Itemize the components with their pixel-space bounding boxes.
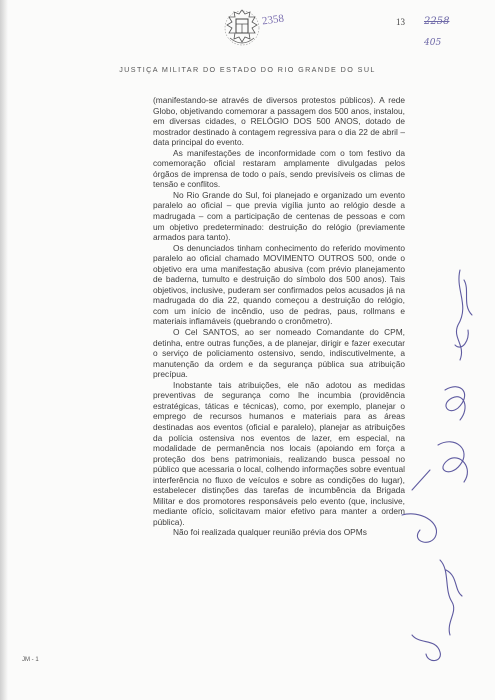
protocol-stamp-number: 2358 (261, 12, 285, 28)
paragraph: As manifestações de inconformidade com o tom festivo da comemoração oficial restaram amplamente divulgadas pelos órgãos de imprensa de todo o país, sendo previsíveis os climas de tensão e conflitos. (153, 147, 405, 190)
signature-mark (402, 514, 437, 542)
scan-edge-shadow (0, 0, 8, 700)
paragraph: Inobstante tais atribuições, ele não adotou as medidas preventivas de segurança como lhe incumbia (providência estratégicas, táticas e técnicas), como, por exemplo, planejar o emprego de recursos humanos e materiais para as áreas destinadas aos eventos (oficial e paralelo), planejar as atribuições da polícia ostensiva nos eventos de lazer, em especial, na modalidade de permanência nos locais (apoiando em força a proteção dos bens patrimoniais, realizando busca pessoal no público que acessaria o local, colhendo informações sobre eventual interferência no fluxo de veículos e sobre as condições do lugar), estabelecer distinções das tarefas de incumbência da Brigada Militar e dos promotores responsáveis pelo evento (que, inclusive, mediante ofício, solicitavam maior efetivo para manter a ordem pública). (153, 379, 405, 527)
margin-signatures (400, 90, 495, 690)
document-body (153, 95, 405, 538)
page-number: 13 (396, 17, 405, 27)
signature-mark (445, 387, 465, 420)
paragraph: No Rio Grande do Sul, foi planejado e organizado um evento paralelo ao oficial – que previa vigília junto ao relógio desde a madrugada – com a participação de centenas de pessoas e com um objetivo predeterminado: destruição do relógio (previamente armados para tanto). (153, 189, 405, 243)
signature-mark (412, 442, 467, 490)
coat-of-arms-icon (222, 8, 262, 48)
handwritten-page-number-secondary: 405 (424, 38, 442, 48)
form-code: JM - 1 (22, 657, 39, 663)
signature-mark (440, 560, 462, 635)
paragraph: Não foi realizada qualquer reunião prévia dos OPMs (173, 527, 367, 538)
paragraph: Os denunciados tinham conhecimento do referido movimento paralelo ao oficial chamado MOVIMENTO OUTROS 500, onde o objetivo era uma manifestação abusiva (com prévio planejamento de baderna, tumulto e destruição do símbolo dos 500 anos). Tais objetivos, inclusive, puderam ser confirmados pelos acusados já na madrugada do dia 22, quando começou a destruição do relógio, com um início de incêndio, uso de pedras, paus, rollmans e materiais inflamáveis (quebrando o cronômetro). (153, 242, 405, 327)
handwritten-page-number: 2258 (424, 16, 450, 27)
signature-mark (455, 270, 472, 360)
paragraph: O Cel SANTOS, ao ser nomeado Comandante do CPM, detinha, entre outras funções, a de planejar, dirigir e fazer executar o serviço de policiamento ostensivo, sendo, indiscutivelmente, a manutenção da ordem e da segurança pública sua atribuição precípua. (153, 327, 405, 380)
paragraph: (manifestando-se através de diversos protestos públicos). A rede Globo, objetivando comemorar a passagem dos 500 anos, instalou, em diversas cidades, o RELÓGIO DOS 500 ANOS, dotado de mostrador destinado à contagem regressiva para o dia 22 de abril – data principal do evento. (153, 95, 405, 148)
signature-mark (412, 635, 440, 661)
institution-header: JUSTIÇA MILITAR DO ESTADO DO RIO GRANDE DO SUL (119, 65, 376, 74)
